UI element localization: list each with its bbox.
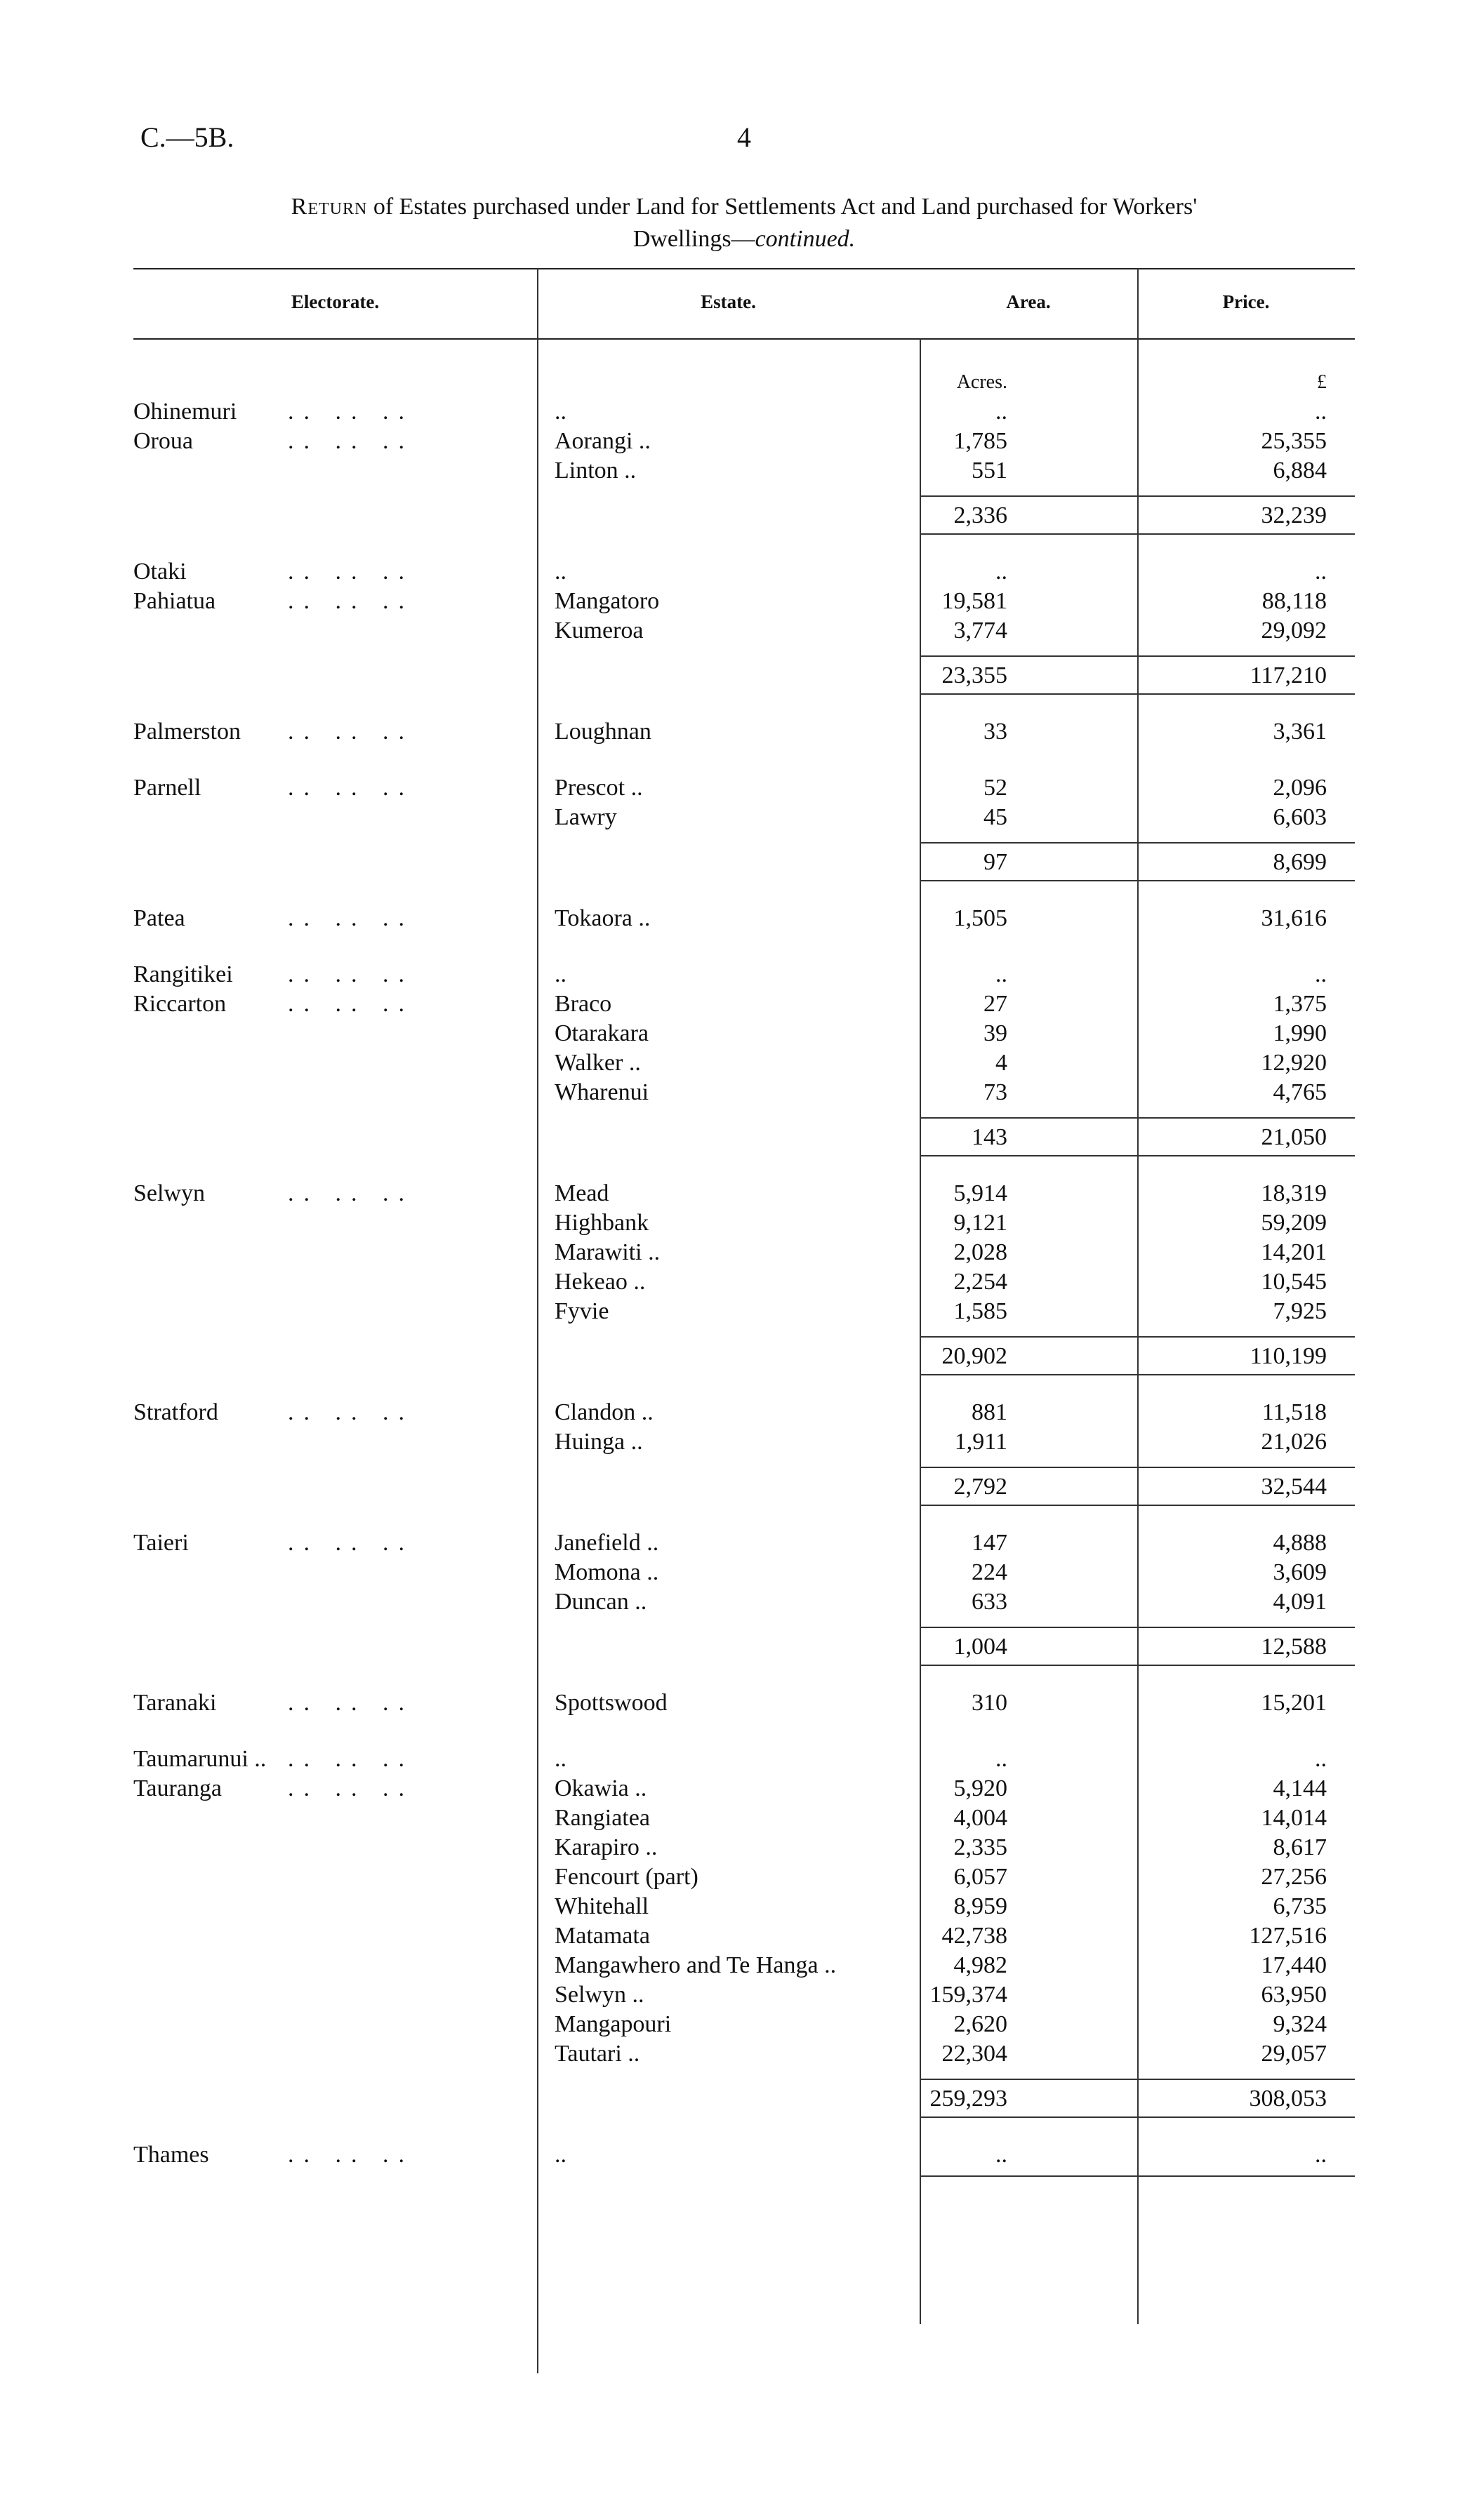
electorate-cell: Pahiatua [133,588,216,614]
estate-cell: Aorangi .. [555,428,651,454]
table-row [133,1921,1355,1951]
area-cell: 5,914 [953,1180,1007,1206]
estate-cell: Fyvie [555,1298,609,1324]
price-cell: .. [1315,961,1327,987]
estate-cell: Karapiro .. [555,1834,658,1860]
table-row [133,989,1355,1019]
electorate-cell: Taumarunui .. [133,1746,267,1772]
area-cell: 23,355 [941,662,1007,688]
price-cell: 1,990 [1273,1020,1327,1046]
price-cell: 4,144 [1273,1775,1327,1801]
area-cell: 6,057 [953,1864,1007,1890]
price-cell: 8,617 [1273,1834,1327,1860]
table-row [133,1951,1355,1980]
area-cell: .. [995,2142,1007,2168]
price-cell: 4,888 [1273,1530,1327,1556]
area-cell: 881 [972,1399,1007,1425]
estate-cell: .. [555,559,567,585]
price-cell: 9,324 [1273,2011,1327,2037]
estate-cell: .. [555,1746,567,1772]
estate-cell: Tautari .. [555,2041,640,2067]
price-cell: 4,765 [1273,1079,1327,1105]
table-row [133,2140,1355,2170]
price-cell: 27,256 [1261,1864,1327,1890]
estate-cell: Highbank [555,1210,649,1236]
estate-cell: Whitehall [555,1893,649,1919]
subtotal-row [133,2084,1355,2114]
table-bottom-rule [920,2175,1355,2177]
table-row [133,2010,1355,2039]
table-top-rule [133,268,1355,269]
price-cell: 6,884 [1273,458,1327,484]
estate-cell: Okawia .. [555,1775,647,1801]
area-cell: .. [995,399,1007,425]
estate-cell: Kumeroa [555,618,644,644]
area-cell: 33 [983,719,1007,745]
subtotal-row [133,1632,1355,1662]
estate-cell: Mangawhero and Te Hanga .. [555,1952,837,1978]
table-row [133,1833,1355,1862]
price-cell: 7,925 [1273,1298,1327,1324]
subtotal-bottom-rule [920,1505,1355,1506]
price-cell: 11,518 [1261,1399,1327,1425]
leader-dots: .. .. .. [288,1180,414,1206]
table-title [133,191,1355,255]
title-line2-start: Dwellings— [632,226,755,252]
price-cell: 21,050 [1261,1124,1327,1150]
estate-cell: .. [555,2142,567,2168]
area-cell: 2,336 [953,502,1007,528]
estate-cell: Otarakara [555,1020,649,1046]
estate-cell: Duncan .. [555,1589,647,1615]
price-cell: 117,210 [1250,662,1327,688]
price-cell: 63,950 [1261,1982,1327,2008]
area-cell: 159,374 [929,1982,1007,2008]
subtotal-row [133,1472,1355,1502]
electorate-cell: Ohinemuri [133,399,237,425]
table-row [133,1558,1355,1587]
subtotal-row [133,848,1355,877]
area-cell: 4,982 [953,1952,1007,1978]
subtotal-row [133,1342,1355,1371]
electorate-cell: Palmerston [133,719,241,745]
title-line-1 [133,191,1355,223]
price-cell: 12,588 [1261,1634,1327,1660]
header-bottom-rule [133,338,1355,340]
subtotal-rule [920,2079,1355,2080]
leader-dots: .. .. .. [288,399,414,425]
estate-cell: Mangapouri [555,2011,672,2037]
area-cell: 633 [972,1589,1007,1615]
area-cell: 3,774 [953,618,1007,644]
electorate-cell: Patea [133,905,185,931]
area-cell: 45 [983,804,1007,830]
price-cell: 31,616 [1261,905,1327,931]
price-cell: 25,355 [1261,428,1327,454]
price-cell: 3,361 [1273,719,1327,745]
estate-cell: .. [555,961,567,987]
area-cell: 8,959 [953,1893,1007,1919]
electorate-cell: Rangitikei [133,961,233,987]
leader-dots: .. .. .. [288,719,414,745]
area-cell: 310 [972,1690,1007,1716]
table-row [133,1688,1355,1718]
table-row [133,1297,1355,1326]
estate-cell: Prescot .. [555,775,643,801]
table-row [133,456,1355,486]
estate-cell: Wharenui [555,1079,649,1105]
estate-cell: Huinga .. [555,1429,643,1455]
area-cell: 4 [995,1050,1007,1076]
subtotal-rule [920,1117,1355,1119]
estate-cell: Walker .. [555,1050,641,1076]
price-cell: 32,544 [1261,1474,1327,1500]
estate-cell: Tokaora .. [555,905,651,931]
leader-dots: .. .. .. [288,1399,414,1425]
estate-cell: Mead [555,1180,609,1206]
table-row [133,1208,1355,1238]
estate-cell: Fencourt (part) [555,1864,698,1890]
electorate-cell: Stratford [133,1399,218,1425]
price-cell: 15,201 [1261,1690,1327,1716]
page-header [133,121,1355,163]
table-row [133,1862,1355,1892]
area-cell: 1,585 [953,1298,1007,1324]
area-cell: 1,004 [953,1634,1007,1660]
area-cell: 2,335 [953,1834,1007,1860]
title-line1-text: of Estates purchased under Land for Settlements Act and Land purchased for Workers' [373,194,1198,220]
price-cell: 3,609 [1273,1559,1327,1585]
area-cell: 42,738 [941,1923,1007,1949]
leader-dots: .. .. .. [288,559,414,585]
table-row [133,960,1355,989]
table-row [133,1804,1355,1833]
table-row [133,773,1355,803]
price-cell: 308,053 [1249,2086,1327,2112]
table-row [133,1892,1355,1921]
estate-cell: Rangiatea [555,1805,650,1831]
subtotal-bottom-rule [920,880,1355,881]
area-cell: 52 [983,775,1007,801]
area-cell: .. [995,961,1007,987]
estate-cell: Braco [555,991,612,1017]
area-cell: 97 [983,849,1007,875]
document-reference: C.—5B. [140,121,234,153]
area-cell: 1,505 [953,905,1007,931]
subtotal-rule [920,1627,1355,1628]
price-cell: 88,118 [1261,588,1327,614]
area-cell: .. [995,1746,1007,1772]
area-cell: .. [995,559,1007,585]
table-row [133,1587,1355,1617]
area-cell: 9,121 [953,1210,1007,1236]
leader-dots: .. .. .. [288,961,414,987]
area-cell: 2,028 [953,1239,1007,1265]
table-row [133,1427,1355,1457]
area-cell: 27 [983,991,1007,1017]
table-row [133,557,1355,587]
table-row [133,803,1355,832]
price-units: £ [1317,371,1327,393]
header-estate: Estate. [701,291,756,312]
subtotal-bottom-rule [920,1155,1355,1156]
table-row [133,1980,1355,2010]
estate-cell: Mangatoro [555,588,660,614]
price-cell: 21,026 [1261,1429,1327,1455]
price-cell: 29,092 [1261,618,1327,644]
subtotal-bottom-rule [920,1374,1355,1375]
table-row [133,587,1355,616]
subtotal-rule [920,495,1355,497]
price-cell: 110,199 [1250,1343,1327,1369]
table-row [133,717,1355,747]
electorate-cell: Thames [133,2142,209,2168]
title-line-2 [133,223,1355,255]
subtotal-bottom-rule [920,533,1355,535]
price-cell: .. [1315,1746,1327,1772]
electorate-cell: Parnell [133,775,201,801]
area-cell: 143 [972,1124,1007,1150]
table-row [133,1745,1355,1774]
leader-dots: .. .. .. [288,775,414,801]
area-cell: 22,304 [941,2041,1007,2067]
table-row [133,2039,1355,2069]
price-cell: 17,440 [1261,1952,1327,1978]
electorate-cell: Selwyn [133,1180,205,1206]
estate-cell: Marawiti .. [555,1239,661,1265]
area-cell: 2,254 [953,1269,1007,1295]
price-cell: 8,699 [1273,849,1327,875]
table-row [133,616,1355,646]
page-number: 4 [737,121,751,153]
electorate-cell: Oroua [133,428,193,454]
estate-cell: Loughnan [555,719,651,745]
area-cell: 259,293 [929,2086,1007,2112]
price-cell: 4,091 [1273,1589,1327,1615]
price-cell: 2,096 [1273,775,1327,801]
title-line2-italic: continued. [755,226,856,252]
subtotal-rule [920,655,1355,657]
estate-cell: Spottswood [555,1690,668,1716]
estate-cell: Janefield .. [555,1530,659,1556]
area-cell: 73 [983,1079,1007,1105]
price-cell: 1,375 [1273,991,1327,1017]
electorate-cell: Riccarton [133,991,227,1017]
area-cell: 2,620 [953,2011,1007,2037]
table-row [133,1398,1355,1427]
table-row [133,1048,1355,1078]
area-cell: 20,902 [941,1343,1007,1369]
table-row [133,1078,1355,1107]
subtotal-row [133,661,1355,691]
table-row [133,904,1355,933]
leader-dots: .. .. .. [288,1690,414,1716]
area-cell: 19,581 [941,588,1007,614]
price-cell: 14,201 [1261,1239,1327,1265]
area-cell: 224 [972,1559,1007,1585]
table-row [133,1238,1355,1267]
subtotal-rule [920,1336,1355,1338]
price-cell: 18,319 [1261,1180,1327,1206]
price-cell: 6,603 [1273,804,1327,830]
area-cell: 147 [972,1530,1007,1556]
area-cell: 5,920 [953,1775,1007,1801]
price-cell: 6,735 [1273,1893,1327,1919]
header-price: Price. [1222,291,1270,312]
price-cell: 127,516 [1249,1923,1327,1949]
header-area: Area. [1006,291,1051,312]
price-cell: 29,057 [1261,2041,1327,2067]
header-electorate: Electorate. [291,291,380,312]
estate-cell: Lawry [555,804,617,830]
units-row [133,368,1355,397]
area-cell: 39 [983,1020,1007,1046]
estate-cell: Momona .. [555,1559,659,1585]
leader-dots: .. .. .. [288,991,414,1017]
subtotal-bottom-rule [920,693,1355,695]
estate-cell: Matamata [555,1923,650,1949]
electorate-cell: Tauranga [133,1775,222,1801]
title-prefix: Return [291,194,368,220]
price-cell: 10,545 [1261,1269,1327,1295]
price-cell: .. [1315,399,1327,425]
price-cell: .. [1315,2142,1327,2168]
area-cell: 4,004 [953,1805,1007,1831]
leader-dots: .. .. .. [288,1530,414,1556]
table-row [133,1179,1355,1208]
estate-cell: Hekeao .. [555,1269,646,1295]
price-cell: .. [1315,559,1327,585]
subtotal-row [133,501,1355,531]
area-cell: 1,911 [954,1429,1007,1455]
estate-cell: Clandon .. [555,1399,654,1425]
subtotal-rule [920,1467,1355,1468]
price-cell: 32,239 [1261,502,1327,528]
subtotal-bottom-rule [920,2116,1355,2118]
electorate-cell: Taieri [133,1530,189,1556]
area-units: Acres. [956,371,1007,393]
table-row [133,397,1355,427]
table-row [133,1528,1355,1558]
electorate-cell: Otaki [133,559,187,585]
subtotal-row [133,1123,1355,1152]
estate-cell: .. [555,399,567,425]
leader-dots: .. .. .. [288,1746,414,1772]
leader-dots: .. .. .. [288,1775,414,1801]
table-row [133,1774,1355,1804]
area-cell: 551 [972,458,1007,484]
estate-cell: Selwyn .. [555,1982,644,2008]
subtotal-bottom-rule [920,1665,1355,1666]
electorate-cell: Taranaki [133,1690,217,1716]
leader-dots: .. .. .. [288,905,414,931]
area-cell: 1,785 [953,428,1007,454]
subtotal-rule [920,842,1355,844]
table-row [133,1267,1355,1297]
price-cell: 12,920 [1261,1050,1327,1076]
estate-cell: Linton .. [555,458,637,484]
leader-dots: .. .. .. [288,2142,414,2168]
area-cell: 2,792 [953,1474,1007,1500]
table-row [133,1019,1355,1048]
leader-dots: .. .. .. [288,588,414,614]
price-cell: 14,014 [1261,1805,1327,1831]
table-row [133,427,1355,456]
leader-dots: .. .. .. [288,428,414,454]
price-cell: 59,209 [1261,1210,1327,1236]
